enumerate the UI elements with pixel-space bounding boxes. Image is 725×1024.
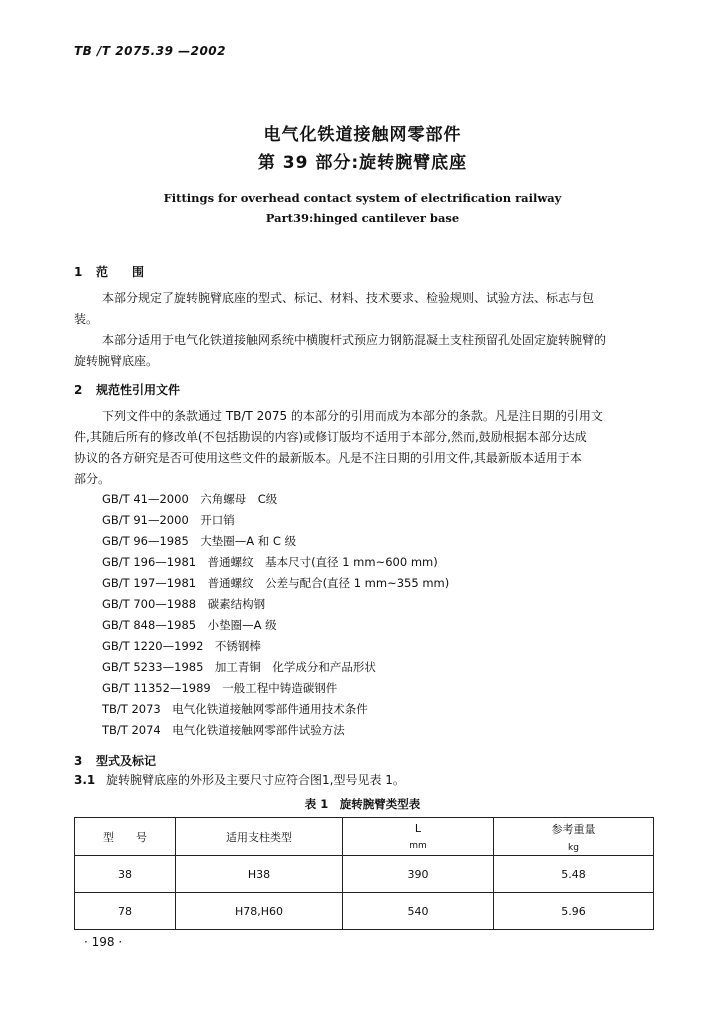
reference-item: GB/T 96—1985 大垫圈—A 和 C 级 <box>102 534 297 548</box>
cell-weight: 5.48 <box>494 856 654 893</box>
section-2-intro-line1: 下列文件中的条款通过 TB/T 2075 的本部分的引用而成为本部分的条款。凡是注日期的引用文 <box>102 409 603 423</box>
header-weight-label: 参考重量 <box>551 822 596 836</box>
cell-model: 78 <box>75 893 176 930</box>
header-length <box>343 818 494 856</box>
header-pole-type: 适用支柱类型 <box>176 818 343 856</box>
reference-item: GB/T 700—1988 碳素结构钢 <box>102 597 266 611</box>
reference-item: GB/T 196—1981 普通螺纹 基本尺寸(直径 1 mm~600 mm) <box>102 555 438 569</box>
title-english-line2: Part39:hinged cantilever base <box>265 211 460 225</box>
header-length-unit: mm <box>409 841 427 851</box>
section-2-intro-line4: 部分。 <box>74 472 111 486</box>
section-3-title: 型式及标记 <box>96 754 157 768</box>
page-number: · 198 · <box>84 935 123 949</box>
section-2-intro-line3: 协议的各方研究是否可使用这些文件的最新版本。凡是不注日期的引用文件,其最新版本适用于本 <box>74 451 582 465</box>
title-chinese-line2: 第 39 部分:旋转腕臂底座 <box>257 153 468 173</box>
section-1-para2-line2: 旋转腕臂底座。 <box>74 354 159 368</box>
section-1-title: 范 围 <box>96 265 145 279</box>
section-2-heading <box>74 381 180 398</box>
clause-3-1 <box>74 770 405 791</box>
section-3-heading <box>74 752 156 769</box>
reference-item: GB/T 1220—1992 不锈钢棒 <box>102 639 261 653</box>
table-1-title: 表 1 旋转腕臂类型表 <box>304 797 421 811</box>
section-1-para1-line2: 装。 <box>74 312 99 326</box>
table-row <box>75 893 654 930</box>
reference-item: TB/T 2073 电气化铁道接触网零部件通用技术条件 <box>102 702 368 716</box>
section-1-heading <box>74 263 144 280</box>
title-chinese-line1: 电气化铁道接触网零部件 <box>263 125 462 145</box>
reference-item: TB/T 2074 电气化铁道接触网零部件试验方法 <box>102 723 345 737</box>
clause-3-1-number: 3.1 <box>74 773 96 787</box>
section-3-number: 3 <box>74 754 83 768</box>
reference-item: GB/T 5233—1985 加工青铜 化学成分和产品形状 <box>102 660 376 674</box>
cell-length: 390 <box>343 856 494 893</box>
clause-3-1-text: 旋转腕臂底座的外形及主要尺寸应符合图1,型号见表 1。 <box>106 773 405 787</box>
section-2-intro-line2: 件,其随后所有的修改单(不包括勘误的内容)或修订版均不适用于本部分,然而,鼓励根据本部分达成 <box>74 430 587 444</box>
reference-item: GB/T 848—1985 小垫圈—A 级 <box>102 618 277 632</box>
header-model: 型 号 <box>75 818 176 856</box>
header-length-label: L <box>414 822 422 835</box>
reference-item: GB/T 91—2000 开口销 <box>102 513 235 527</box>
reference-item: GB/T 41—2000 六角螺母 C级 <box>102 492 278 506</box>
header-weight-unit: kg <box>568 842 579 853</box>
cell-model: 38 <box>75 856 176 893</box>
table-row <box>75 856 654 893</box>
title-english-line1: Fittings for overhead contact system of electrification railway <box>163 191 562 205</box>
section-1-number: 1 <box>74 265 83 279</box>
header-weight <box>494 818 654 856</box>
reference-item: GB/T 11352—1989 一般工程中铸造碳钢件 <box>102 681 338 695</box>
cell-length: 540 <box>343 893 494 930</box>
section-2-title: 规范性引用文件 <box>96 383 181 397</box>
section-1-para2-line1: 本部分适用于电气化铁道接触网系统中横腹杆式预应力钢筋混凝土支柱预留孔处固定旋转腕臂的 <box>102 333 607 347</box>
reference-item: GB/T 197—1981 普通螺纹 公差与配合(直径 1 mm~355 mm) <box>102 576 450 590</box>
table-header-row <box>75 818 654 856</box>
standard-number: TB /T 2075.39 —2002 <box>74 44 226 58</box>
cell-pole-type: H78,H60 <box>176 893 343 930</box>
table-1 <box>74 817 654 930</box>
cell-weight: 5.96 <box>494 893 654 930</box>
cell-pole-type: H38 <box>176 856 343 893</box>
section-2-number: 2 <box>74 383 83 397</box>
section-1-para1-line1: 本部分规定了旋转腕臂底座的型式、标记、材料、技术要求、检验规则、试验方法、标志与包 <box>102 291 595 305</box>
